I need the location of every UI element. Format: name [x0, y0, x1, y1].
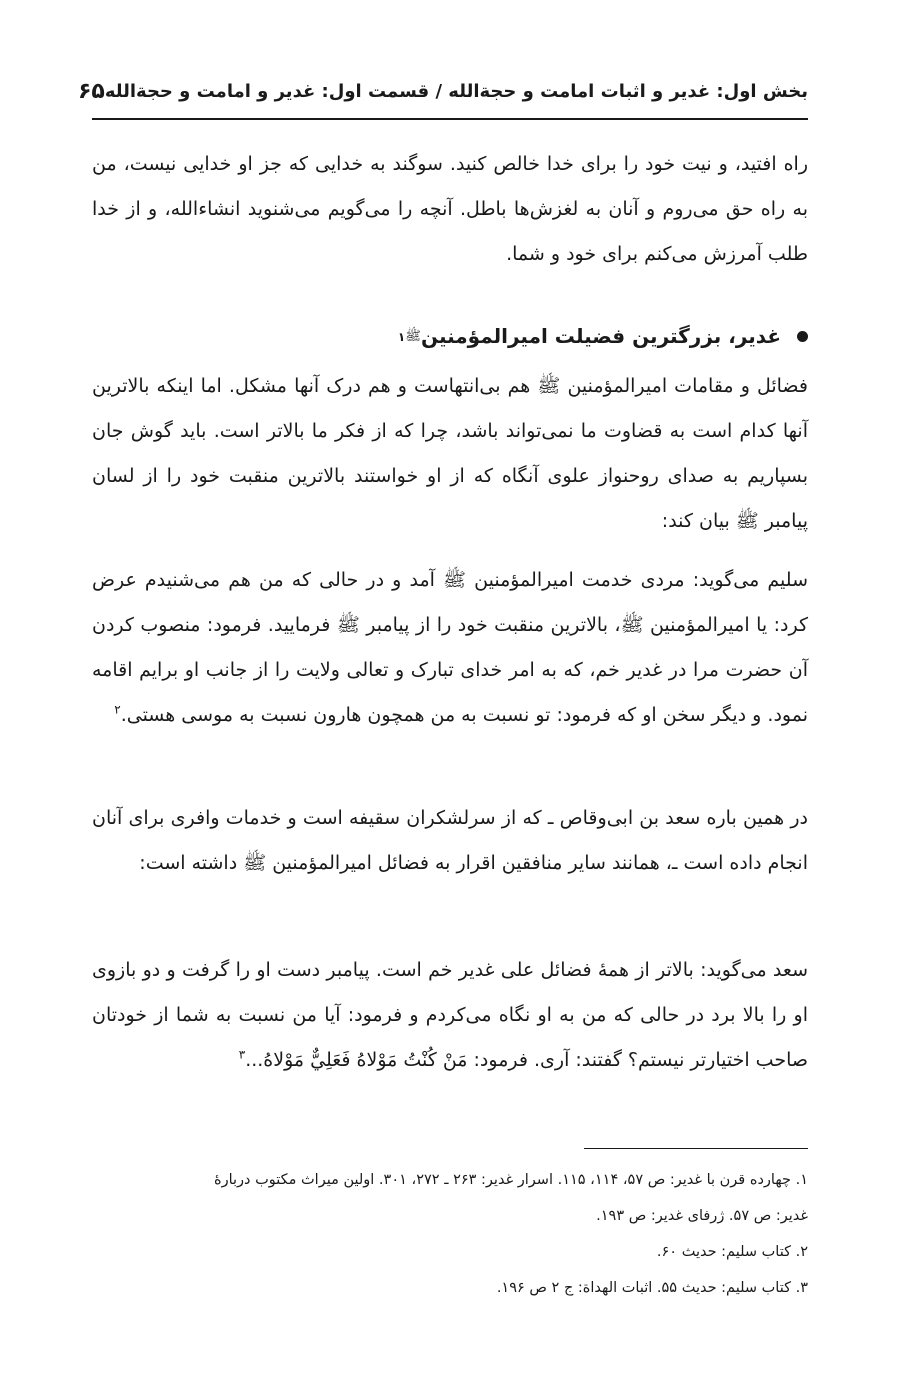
footnote-ref-2: ۲ [114, 702, 121, 717]
footnote-3: ۳. کتاب سلیم: حدیث ۵۵. اثبات الهداة: ج ۲ ص ۱۹۶. [496, 1280, 808, 1296]
paragraph-3-text: سلیم می‌گوید: مردی خدمت امیرالمؤمنین ﷺ آمد و در حالی که من هم می‌شنیدم عرض کرد: یا امیرالمؤمنین ﷺ، بالاترین منقبت خود را از پیامبر ﷺ فرمایید. فرمود: منصوب کردن آن حضرت مرا در غدیر خم، که به امر خدای تبارک و تعالی ولایت را از جانب او برایم اقامه نمود. و دیگر سخن او که فرمود: تو نسبت به من همچون هارون نسبت به موسی هستی. [92, 569, 808, 726]
paragraph-4: در همین باره سعد بن ابی‌وقاص ـ که از سرلشکران سقیفه است و خدمات وافری برای آنان انجام داده است ـ، همانند سایر منافقین اقرار به فضائل امیرالمؤمنین ﷺ داشته است: [92, 807, 808, 874]
footnote-rule [584, 1148, 808, 1149]
paragraph-5 [92, 948, 808, 1083]
book-page [77, 0, 808, 1390]
footnote-2: ۲. کتاب سلیم: حدیث ۶۰. [656, 1244, 808, 1260]
section-heading: غدیر، بزرگترین فضیلت امیرالمؤمنین ﷺ ۱ [92, 314, 808, 359]
paragraph-3 [92, 558, 808, 738]
running-header [77, 68, 808, 114]
header-rule [92, 118, 808, 120]
header-title: بخش اول: غدیر و اثبات امامت و حجةالله / قسمت اول: غدیر و امامت و حجةالله [104, 80, 808, 102]
paragraph-5-text: سعد می‌گوید: بالاتر از همهٔ فضائل علی غدیر خم است. پیامبر دست او را گرفت و دو بازوی او را بالا برد در حالی که من به او نگاه می‌کردم و فرمود: آیا من نسبت به شما از خودتان صاحب اختیارتر نیستم؟ گفتند: آری. فرمود: مَنْ كُنْتُ مَوْلاهُ فَعَلِيٌّ مَوْلاهُ... [92, 959, 808, 1071]
section-heading-text: غدیر، بزرگترین فضیلت امیرالمؤمنین [420, 324, 781, 348]
honorific-mark: ﷺ [405, 329, 421, 344]
footnote-ref-3: ۳ [238, 1047, 246, 1062]
paragraph-1: راه افتید، و نیت خود را برای خدا خالص کنید. سوگند به خدایی که جز او خدایی نیست، من به راه حق می‌روم و آنان به لغزش‌ها باطل. آنچه را می‌گویم می‌شنوید انشاءالله، و از خدا طلب آمرزش می‌کنم برای خود و شما. [92, 153, 808, 265]
footnote-1: ۱. چهارده قرن با غدیر: ص ۵۷، ۱۱۴، ۱۱۵. اسرار غدیر: ۲۶۳ ـ ۲۷۲، ۳۰۱. اولین میراث مکتوب دربارهٔ [214, 1172, 808, 1188]
paragraph-2: فضائل و مقامات امیرالمؤمنین ﷺ هم بی‌انتهاست و هم درک آنها مشکل. اما اینکه بالاترین آنها کدام است به قضاوت ما نمی‌تواند باشد، چرا که از فکر ما بالاتر است. باید گوش جان بسپاریم به صدای روحنواز علوی آنگاه که از او خواستند بالاترین منقبت خود را از لسان پیامبر ﷺ بیان کند: [92, 375, 808, 532]
bullet-icon [797, 331, 808, 342]
page-number: ۶۵ [77, 78, 105, 104]
footnote-1-continued: غدیر: ص ۵۷. ژرفای غدیر: ص ۱۹۳. [596, 1208, 808, 1224]
